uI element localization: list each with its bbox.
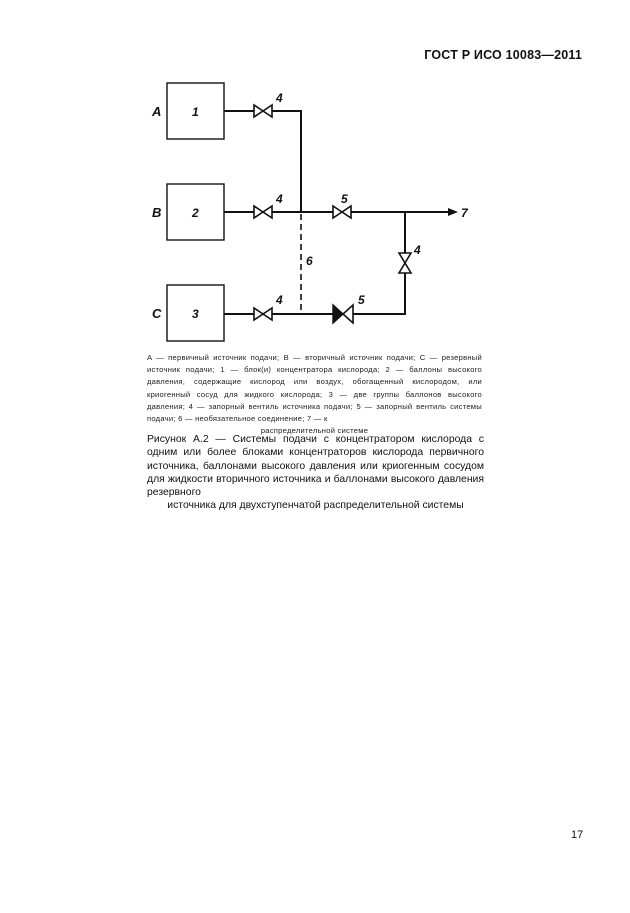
- outlet-arrow: [448, 208, 458, 216]
- source-a-label: A: [152, 104, 162, 119]
- valve-4-a: [254, 105, 272, 117]
- valve-4-b-label: 4: [276, 192, 283, 206]
- valve-4-b: [254, 206, 272, 218]
- valve-5-bottom-right: [343, 305, 353, 323]
- figure-legend: [147, 352, 482, 437]
- box-2-label: 2: [192, 206, 199, 220]
- legend-text: A — первичный источник подачи; B — вторичный источник подачи; C — резервный источник подачи; 1 — блок(и) концентратора кислорода; 2 — баллоны высокого давления, содержащие кислород или воздух, обогащенный кислородом, или криогенный сосуд для жидкого кислорода; 3 — две группы баллонов высокого давления; 4 — запорный вентиль источника подачи; 5 — запорный вентиль системы подачи; 6 — необязательное соединение; 7 — к: [147, 353, 482, 424]
- box-3-label: 3: [192, 307, 199, 321]
- valve-4-c-label: 4: [276, 293, 283, 307]
- box-1-label: 1: [192, 105, 199, 119]
- valve-4-vertical-label: 4: [414, 243, 421, 257]
- valve-5-bottom-label: 5: [358, 293, 365, 307]
- valve-5-top: [333, 206, 351, 218]
- valve-4-a-label: 4: [276, 91, 283, 105]
- valve-5-bottom-left: [333, 305, 343, 323]
- optional-connection-label: 6: [306, 254, 313, 268]
- figure-caption: [147, 433, 484, 513]
- page-number: 17: [571, 829, 584, 841]
- legend-tail: распределительной системе: [260, 426, 369, 436]
- source-c-label: C: [152, 306, 162, 321]
- outlet-label: 7: [461, 206, 468, 220]
- source-b-label: B: [152, 205, 162, 220]
- caption-text: Рисунок A.2 — Системы подачи с концентратором кислорода с одним или более блоками концентраторов кислорода первичного источника, баллонами высокого давления или криогенным сосудом для жидкости вторичного источника и баллонами высокого давления резервного: [147, 434, 484, 499]
- valve-4-c: [254, 308, 272, 320]
- valve-5-top-label: 5: [341, 192, 348, 206]
- caption-last-line: источника для двухступенчатой распределительной системы: [167, 500, 464, 512]
- oxygen-supply-diagram: [0, 0, 630, 360]
- valve-4-vertical: [399, 253, 411, 273]
- document-header: ГОСТ Р ИСО 10083—2011: [424, 48, 582, 62]
